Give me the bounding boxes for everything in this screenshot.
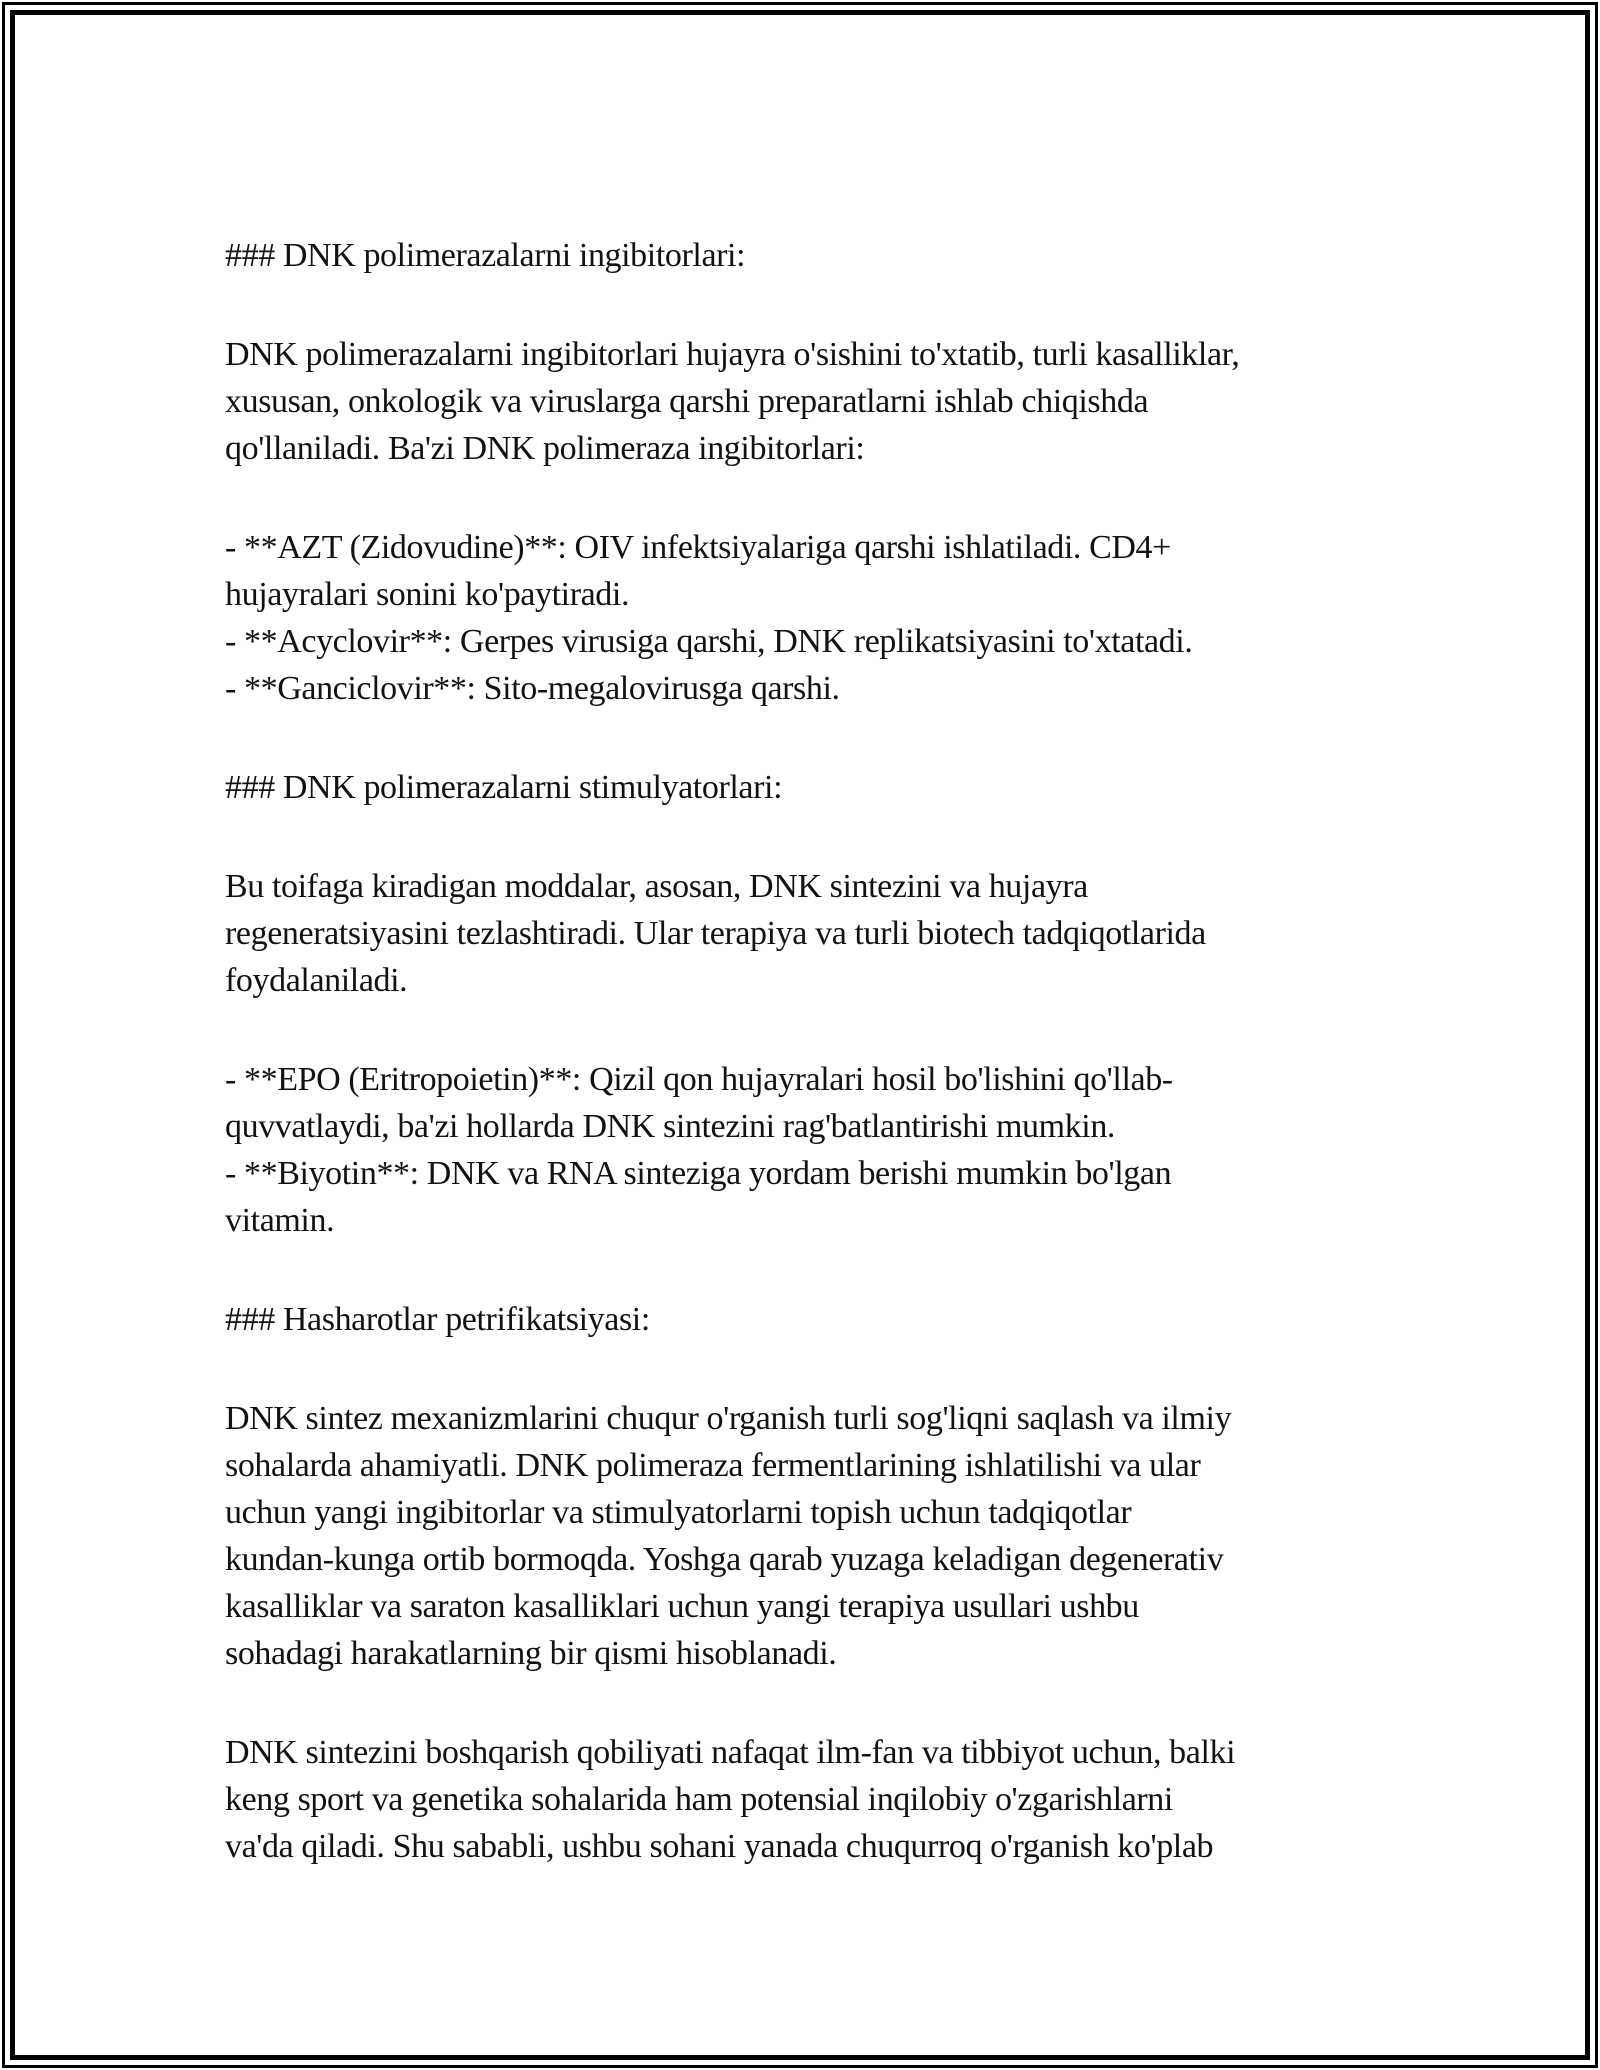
paragraph-line: keng sport va genetika sohalarida ham potensial inqilobiy o'zgarishlarni	[225, 1781, 1173, 1818]
paragraph-line: DNK polimerazalarni ingibitorlari hujayra o'sishini to'xtatib, turli kasalliklar,	[225, 336, 1240, 373]
paragraph-line: uchun yangi ingibitorlar va stimulyatorlarni topish uchun tadqiqotlar	[225, 1494, 1132, 1531]
paragraph-line: kundan-kunga ortib bormoqda. Yoshga qarab yuzaga keladigan degenerativ	[225, 1541, 1224, 1578]
section-heading-petrification	[225, 1296, 1425, 1343]
paragraph-line: kasalliklar va saraton kasalliklari uchun yangi terapiya usullari ushbu	[225, 1588, 1139, 1625]
paragraph-line: regeneratsiyasini tezlashtiradi. Ular terapiya va turli biotech tadqiqotlarida	[225, 915, 1206, 952]
paragraph-line: sohalarda ahamiyatli. DNK polimeraza fermentlarining ishlatilishi va ular	[225, 1447, 1201, 1484]
paragraph-research	[225, 1395, 1425, 1677]
list-inhibitors	[225, 524, 1425, 712]
heading-line: ### DNK polimerazalarni ingibitorlari:	[225, 237, 746, 274]
document-content	[225, 232, 1425, 1922]
list-line: - **Ganciclovir**: Sito-megalovirusga qarshi.	[225, 670, 840, 707]
list-line: hujayralari sonini ko'paytiradi.	[225, 576, 630, 613]
list-line: - **AZT (Zidovudine)**: OIV infektsiyalariga qarshi ishlatiladi. CD4+	[225, 529, 1171, 566]
list-line: - **EPO (Eritropoietin)**: Qizil qon hujayralari hosil bo'lishini qo'llab-	[225, 1061, 1173, 1098]
list-stimulators	[225, 1056, 1425, 1244]
paragraph-line: va'da qiladi. Shu sababli, ushbu sohani yanada chuqurroq o'rganish ko'plab	[225, 1828, 1214, 1865]
heading-line: ### DNK polimerazalarni stimulyatorlari:	[225, 769, 783, 806]
list-line: quvvatlaydi, ba'zi hollarda DNK sintezini rag'batlantirishi mumkin.	[225, 1108, 1116, 1145]
paragraph-inhibitors-intro	[225, 331, 1425, 472]
paragraph-outlook	[225, 1729, 1425, 1870]
list-line: - **Acyclovir**: Gerpes virusiga qarshi, DNK replikatsiyasini to'xtatadi.	[225, 623, 1193, 660]
section-heading-inhibitors	[225, 232, 1425, 279]
section-heading-stimulators	[225, 764, 1425, 811]
list-line: vitamin.	[225, 1202, 335, 1239]
paragraph-line: sohadagi harakatlarning bir qismi hisoblanadi.	[225, 1635, 837, 1672]
paragraph-line: foydalaniladi.	[225, 962, 408, 999]
paragraph-stimulators-intro	[225, 863, 1425, 1004]
list-line: - **Biyotin**: DNK va RNA sinteziga yordam berishi mumkin bo'lgan	[225, 1155, 1172, 1192]
paragraph-line: Bu toifaga kiradigan moddalar, asosan, DNK sintezini va hujayra	[225, 868, 1088, 905]
paragraph-line: DNK sintezini boshqarish qobiliyati nafaqat ilm-fan va tibbiyot uchun, balki	[225, 1734, 1236, 1771]
paragraph-line: DNK sintez mexanizmlarini chuqur o'rganish turli sog'liqni saqlash va ilmiy	[225, 1400, 1232, 1437]
heading-line: ### Hasharotlar petrifikatsiyasi:	[225, 1301, 650, 1338]
paragraph-line: xususan, onkologik va viruslarga qarshi preparatlarni ishlab chiqishda	[225, 383, 1149, 420]
paragraph-line: qo'llaniladi. Ba'zi DNK polimeraza ingibitorlari:	[225, 430, 865, 467]
